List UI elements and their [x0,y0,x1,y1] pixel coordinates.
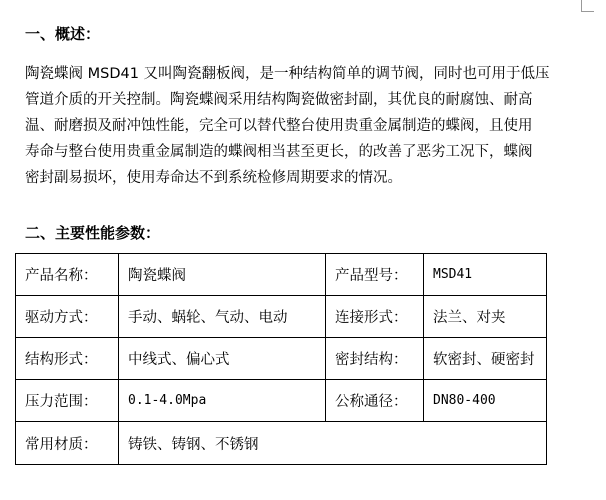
param-value: 法兰、对夹 [424,296,547,338]
param-label: 连接形式： [326,296,424,338]
param-label: 压力范围： [16,380,119,422]
param-value: MSD41 [424,254,547,296]
param-label: 产品型号： [326,254,424,296]
overview-paragraph [25,61,585,191]
param-label: 常用材质： [16,422,119,465]
param-label: 结构形式： [16,338,119,380]
param-value: DN80-400 [424,380,547,422]
table-row [16,380,547,422]
section-heading-parameters: 二、主要性能参数： [25,224,161,242]
paragraph-line: 寿命与整台使用贵重金属制造的蝶阀相当甚至更长，的改善了恶劣工况下，蝶阀 [25,144,533,160]
param-label: 密封结构： [326,338,424,380]
section-heading-overview: 一、概述： [25,25,101,43]
param-label: 产品名称： [16,254,119,296]
param-value: 手动、蜗轮、气动、电动 [119,296,326,338]
param-value: 软密封、硬密封 [424,338,547,380]
paragraph-line: 陶瓷蝶阀 MSD41 又叫陶瓷翻板阀，是一种结构简单的调节阀，同时也可用于低压 [25,66,550,82]
table-row [16,254,547,296]
table-row [16,422,547,465]
param-value: 铸铁、铸钢、不锈钢 [119,422,547,465]
paragraph-line: 密封副易损坏，使用寿命达不到系统检修周期要求的情况。 [25,170,402,186]
param-value: 0.1-4.0Mpa [119,380,326,422]
table-row [16,296,547,338]
parameters-table [15,253,547,465]
page-corner-mark [581,0,594,12]
param-value: 陶瓷蝶阀 [119,254,326,296]
param-value: 中线式、偏心式 [119,338,326,380]
paragraph-line: 温、耐磨损及耐冲蚀性能，完全可以替代整台使用贵重金属制造的蝶阀，且使用 [25,118,533,134]
param-label: 公称通径： [326,380,424,422]
param-label: 驱动方式： [16,296,119,338]
paragraph-line: 管道介质的开关控制。陶瓷蝶阀采用结构陶瓷做密封副，其优良的耐腐蚀、耐高 [25,92,533,108]
table-row [16,338,547,380]
